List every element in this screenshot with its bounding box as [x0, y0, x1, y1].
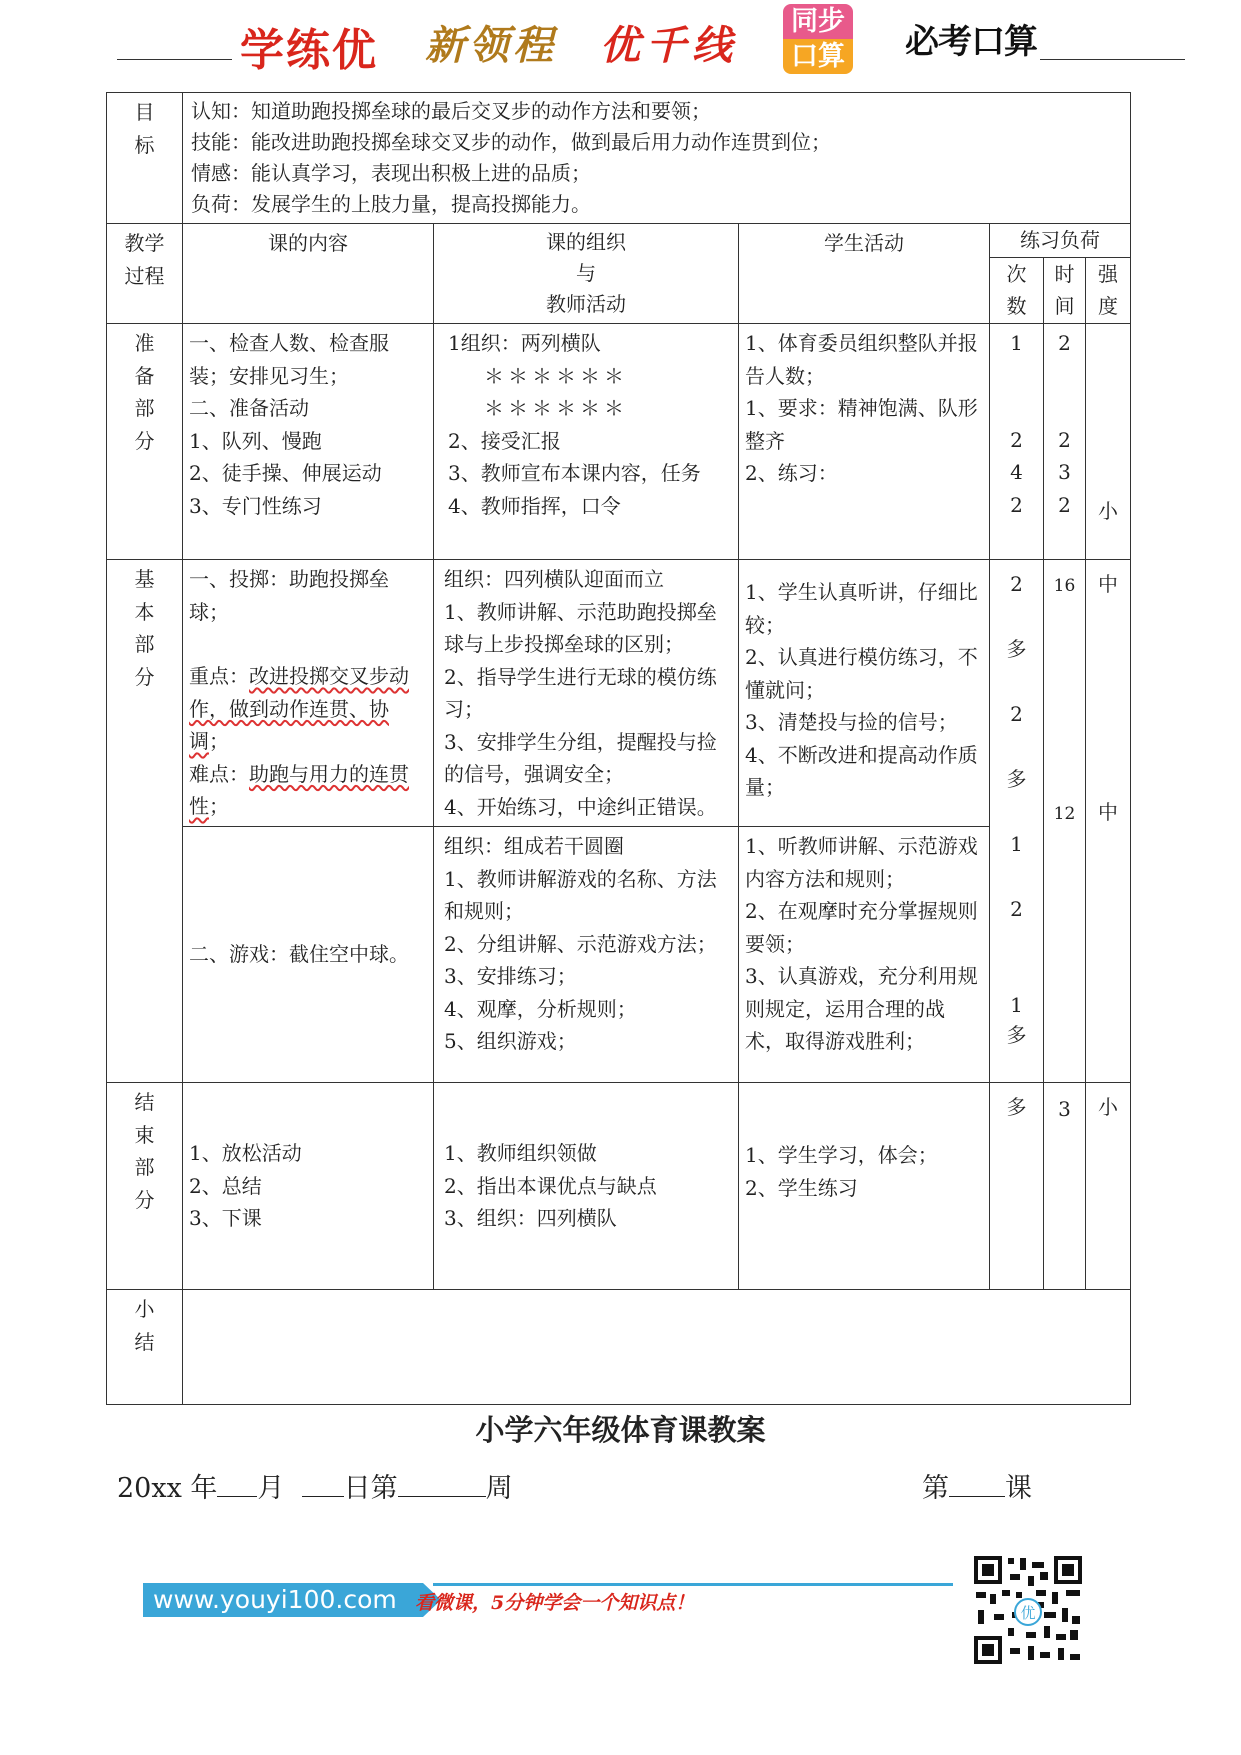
- basic-student-line: 1、听教师讲解、示范游戏内容方法和规则；: [745, 834, 978, 891]
- prep-org: [434, 324, 739, 560]
- goal-emotion: 情感：能认真学习，表现出积极上进的品质；: [191, 161, 591, 185]
- lesson-post: 课: [1005, 1473, 1032, 1504]
- summary-label: 小 结: [107, 1290, 183, 1405]
- basic-count-value: 2: [1010, 702, 1023, 726]
- summary-content: [183, 1290, 1131, 1405]
- basic-count-value: 多: [1006, 767, 1027, 791]
- basic-intensity-value: 中: [1098, 572, 1118, 596]
- prep-student-line: 1、体育委员组织整队并报告人数；: [745, 331, 978, 388]
- difficult-point: 难点：助跑与用力的连贯性；: [189, 761, 409, 818]
- badge-bottom: 口算: [783, 39, 853, 74]
- prep-count-value: 2: [1010, 427, 1023, 452]
- basic-org-line: 1、教师讲解、示范助跑投掷垒球与上步投掷垒球的区别；: [444, 599, 717, 656]
- prep-org-line: 2、接受汇报: [448, 428, 561, 453]
- end-content-line: 3、下课: [189, 1206, 262, 1231]
- brand-xuelianyou: 学练优: [240, 25, 378, 76]
- end-time: 3: [1044, 1083, 1086, 1290]
- basic-org-line: 2、分组讲解、示范游戏方法；: [444, 931, 717, 956]
- brand-bikao-kousuan: 必考口算: [905, 22, 1037, 62]
- prep-intensity: [1086, 324, 1131, 560]
- end-org-line: 2、指出本课优点与缺点: [444, 1173, 657, 1198]
- footer-bar: [143, 1583, 973, 1619]
- tongbu-kousuan-badge: [783, 4, 853, 74]
- next-lesson-title: 小学六年级体育课教案: [475, 1413, 766, 1447]
- month-label: 月: [257, 1473, 285, 1504]
- prep-time-value: 2: [1058, 492, 1071, 517]
- summary-row: [107, 1290, 1131, 1405]
- basic-intensity-value: 中: [1098, 799, 1118, 824]
- end-org-line: 1、教师组织领做: [444, 1141, 597, 1166]
- prep-student-line: 2、练习：: [745, 461, 838, 485]
- header-rule-right: [1040, 59, 1185, 60]
- goal-cognition: 认知：知道助跑投掷垒球的最后交叉步的动作方法和要领；: [191, 99, 711, 123]
- end-content-line: 1、放松活动: [189, 1141, 302, 1166]
- basic-org-throw: [434, 560, 739, 827]
- end-label: 结 束 部 分: [107, 1083, 183, 1290]
- year-label: 20xx 年: [117, 1473, 218, 1504]
- lesson-pre: 第: [922, 1473, 949, 1504]
- prep-content-line: 3、专门性练习: [189, 493, 322, 518]
- prep-time-value: 3: [1058, 460, 1071, 484]
- basic-student-line: 2、在观摩时充分掌握规则要领；: [745, 899, 978, 956]
- month-blank: [217, 1470, 257, 1497]
- end-student-line: 1、学生学习，体会；: [745, 1143, 938, 1167]
- end-row: [107, 1083, 1131, 1290]
- end-content-line: 2、总结: [189, 1173, 262, 1198]
- basic-time-value: 12: [1053, 803, 1076, 824]
- basic-org-line: 4、开始练习，中途纠正错误。: [444, 794, 717, 819]
- basic-intensity: [1086, 560, 1131, 1083]
- basic-count-value: 1: [1010, 993, 1023, 1017]
- lesson-blank: [949, 1470, 1005, 1497]
- prep-count-value: 1: [1010, 331, 1023, 355]
- basic-content-throw: [183, 560, 434, 827]
- prep-content-line: 二、准备活动: [189, 396, 309, 420]
- prep-content-line: 一、检查人数、检查服装；安排见习生；: [189, 331, 389, 388]
- basic-count-value: 2: [1010, 572, 1023, 596]
- prep-content-line: 2、徒手操、伸展运动: [189, 461, 382, 485]
- prep-label: 准 备 部 分: [107, 324, 183, 560]
- day-label: 日第: [343, 1473, 398, 1504]
- prep-org-line: 4、教师指挥，口令: [448, 493, 621, 518]
- prep-org-line: 1组织：两列横队: [448, 331, 601, 355]
- basic-row-throw: [107, 560, 1131, 827]
- end-content: [183, 1083, 434, 1290]
- basic-student-line: 3、清楚投与捡的信号；: [745, 710, 958, 734]
- col-time: 时 间: [1044, 257, 1086, 323]
- end-org: [434, 1083, 739, 1290]
- prep-org-line: 3、教师宣布本课内容，任务: [448, 461, 701, 485]
- prep-count-value: 4: [1010, 460, 1023, 484]
- formation-stars: ＊＊＊＊＊＊: [484, 396, 628, 420]
- col-student: 学生活动: [739, 224, 990, 324]
- basic-label: 基 本 部 分: [107, 560, 183, 1083]
- col-count: 次 数: [990, 257, 1044, 323]
- col-intensity: 强 度: [1086, 257, 1131, 323]
- basic-count-value: 多: [1006, 637, 1027, 661]
- basic-student-line: 2、认真进行模仿练习，不懂就问；: [745, 645, 978, 702]
- end-student-line: 2、学生练习: [745, 1175, 858, 1200]
- col-process: 教学 过程: [107, 224, 183, 324]
- prep-time-value: 2: [1058, 331, 1071, 355]
- week-label: 周: [485, 1473, 513, 1504]
- basic-student-line: 3、认真游戏，充分利用规则规定，运用合理的战术，取得游戏胜利；: [745, 964, 978, 1053]
- basic-row-game: [107, 827, 1131, 1083]
- basic-content-line: 一、投掷：助跑投掷垒球；: [189, 567, 389, 624]
- lesson-plan-table: [106, 92, 1131, 1405]
- end-org-line: 3、组织：四列横队: [444, 1206, 617, 1231]
- basic-count: [990, 560, 1044, 1083]
- basic-time: [1044, 560, 1086, 1083]
- week-blank: [398, 1470, 486, 1497]
- basic-org-line: 1、教师讲解游戏的名称、方法和规则；: [444, 866, 717, 923]
- prep-content-line: 1、队列、慢跑: [189, 428, 322, 453]
- formation-stars: ＊＊＊＊＊＊: [484, 363, 628, 388]
- goals-text: [183, 93, 1131, 224]
- goal-skill: 技能：能改进助跑投掷垒球交叉步的动作，做到最后用力动作连贯到位；: [191, 130, 831, 154]
- prep-student-line: 1、要求：精神饱满、队形整齐: [745, 396, 978, 453]
- basic-count-value: 2: [1010, 897, 1023, 921]
- basic-student-line: 4、不断改进和提高动作质量；: [745, 742, 978, 799]
- basic-student-game: [739, 827, 990, 1083]
- basic-time-value: 16: [1053, 576, 1076, 596]
- basic-count-value: 1: [1010, 832, 1023, 856]
- key-point-label: 重点：: [189, 664, 249, 688]
- lesson-number: [922, 1466, 1032, 1505]
- prep-time: [1044, 324, 1086, 560]
- basic-content-line: 二、游戏：截住空中球。: [189, 942, 409, 967]
- basic-org-line: 3、安排练习；: [444, 964, 577, 988]
- end-count: 多: [990, 1083, 1044, 1290]
- prep-student: [739, 324, 990, 560]
- basic-org-line: 3、安排学生分组，提醒投与捡的信号，强调安全；: [444, 729, 717, 786]
- basic-content-game: [183, 827, 434, 1083]
- basic-org-line: 组织：组成若干圆圈: [444, 834, 624, 858]
- prep-intensity-value: 小: [1098, 498, 1118, 523]
- date-line: [117, 1466, 513, 1505]
- prep-row: [107, 324, 1131, 560]
- prep-time-value: 2: [1058, 427, 1071, 452]
- prep-count-value: 2: [1010, 492, 1023, 517]
- basic-org-game: [434, 827, 739, 1083]
- end-student: [739, 1083, 990, 1290]
- col-org: 课的组织 与 教师活动: [434, 224, 739, 324]
- qr-center-mark: 优: [1020, 1604, 1036, 1622]
- basic-student-throw: [739, 560, 990, 827]
- footer-rule: [433, 1583, 953, 1586]
- col-load: 练习负荷: [990, 224, 1131, 258]
- basic-count-value: 多: [1006, 1023, 1027, 1047]
- column-header-row-1: [107, 224, 1131, 258]
- day-blank: [302, 1470, 344, 1497]
- difficult-point-label: 难点：: [189, 761, 249, 786]
- basic-org-line: 组织：四列横队迎面而立: [444, 567, 664, 591]
- key-point: 重点：改进投掷交叉步动作，做到动作连贯、协调；: [189, 664, 409, 753]
- goal-load: 负荷：发展学生的上肢力量，提高投掷能力。: [191, 192, 591, 216]
- brand-youqianxian: 优千线: [600, 22, 738, 69]
- footer-slogan: 看微课，5分钟学会一个知识点！: [415, 1592, 695, 1614]
- basic-org-line: 4、观摩，分析规则；: [444, 996, 637, 1021]
- brand-xinlingcheng: 新领程: [425, 22, 557, 69]
- end-intensity: 小: [1086, 1083, 1131, 1290]
- key-point-text: 改进投掷交叉步动作，做到动作连贯、协调: [189, 664, 409, 753]
- prep-content: [183, 324, 434, 560]
- difficult-point-text: 助跑与用力的连贯性: [189, 761, 409, 818]
- goals-label: 目 标: [107, 93, 183, 224]
- qr-code-icon[interactable]: [972, 1554, 1084, 1666]
- header-rule-left: [117, 59, 232, 60]
- site-url-link[interactable]: www.youyi100.com: [143, 1583, 423, 1617]
- basic-student-line: 1、学生认真听讲，仔细比较；: [745, 580, 978, 637]
- col-content: 课的内容: [183, 224, 434, 324]
- basic-org-line: 2、指导学生进行无球的模仿练习；: [444, 664, 717, 721]
- prep-count: [990, 324, 1044, 560]
- badge-top: 同步: [783, 4, 853, 39]
- goals-row: [107, 93, 1131, 224]
- basic-org-line: 5、组织游戏；: [444, 1029, 577, 1053]
